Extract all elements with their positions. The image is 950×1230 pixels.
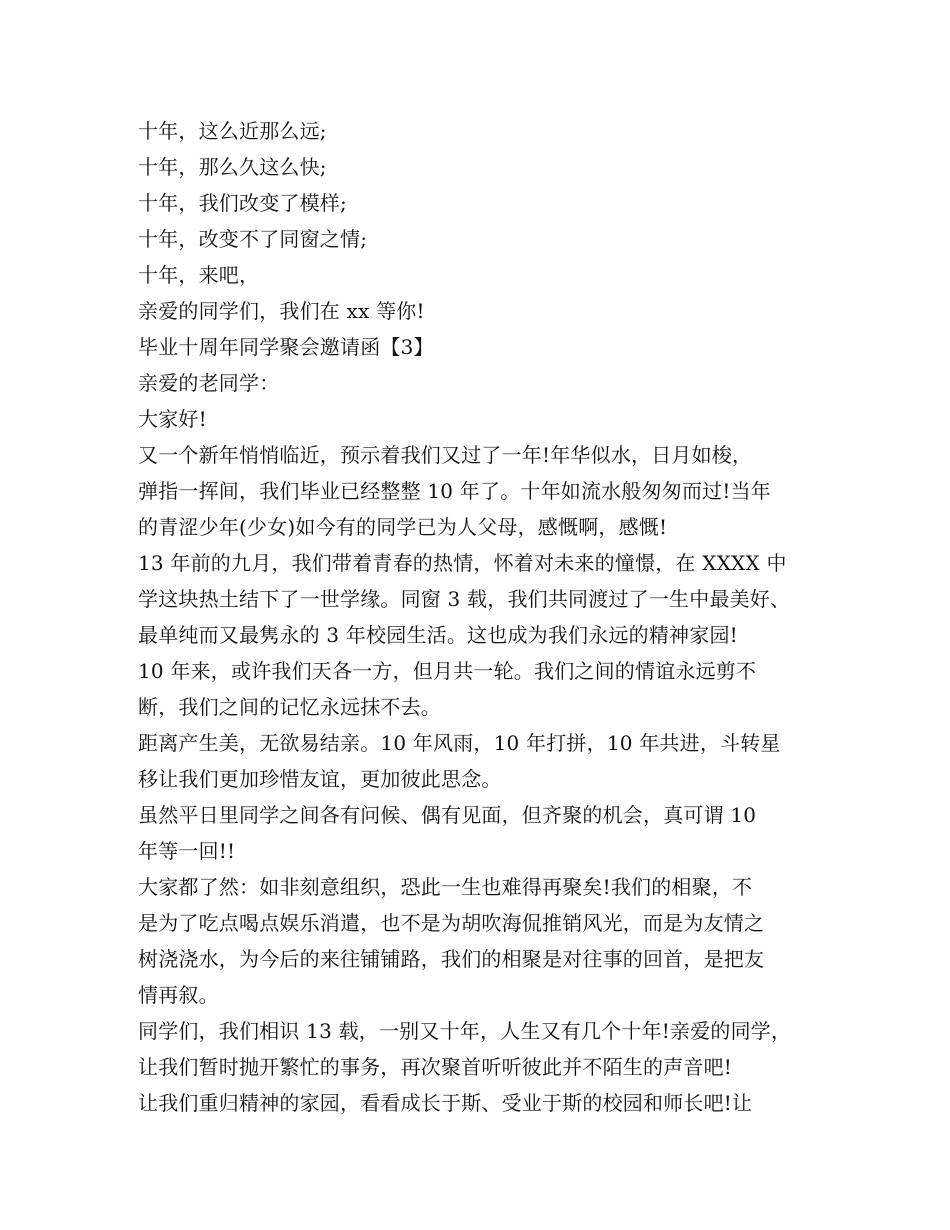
text-line: 最单纯而又最隽永的 3 年校园生活。这也成为我们永远的精神家园!	[138, 623, 738, 647]
text-line: 的青涩少年(少女)如今有的同学已为人父母，感慨啊，感慨!	[138, 515, 668, 539]
text-line: 年等一回!!	[138, 839, 236, 863]
text-line: 让我们暂时抛开繁忙的事务，再次聚首听听彼此并不陌生的声音吧!	[138, 1055, 733, 1079]
text-line: 同学们，我们相识 13 载，一别又十年，人生又有几个十年!亲爱的同学，	[138, 1019, 792, 1043]
text-line: 情再叙。	[138, 983, 219, 1007]
text-line: 13 年前的九月，我们带着青春的热情，怀着对未来的憧憬，在 XXXX 中	[138, 551, 787, 575]
text-line: 10 年来，或许我们天各一方，但月共一轮。我们之间的情谊永远剪不	[138, 659, 757, 683]
text-line: 移让我们更加珍惜友谊，更加彼此思念。	[138, 767, 502, 791]
document-page	[138, 113, 828, 1121]
text-line: 距离产生美，无欲易结亲。10 年风雨，10 年打拼，10 年共进，斗转星	[138, 731, 781, 755]
text-line: 断，我们之间的记忆永远抹不去。	[138, 695, 441, 719]
text-line: 十年，我们改变了模样;	[138, 191, 347, 215]
text-line: 虽然平日里同学之间各有问候、偶有见面，但齐聚的机会，真可谓 10	[138, 803, 757, 827]
text-line: 十年，来吧，	[138, 263, 260, 287]
text-line: 大家都了然：如非刻意组织，恐此一生也难得再聚矣!我们的相聚，不	[138, 875, 753, 899]
text-line: 亲爱的同学们，我们在 xx 等你!	[138, 299, 425, 323]
section-heading: 毕业十周年同学聚会邀请函【3】	[138, 335, 434, 359]
text-line: 十年，那么久这么快;	[138, 155, 327, 179]
text-line: 弹指一挥间，我们毕业已经整整 10 年了。十年如流水般匆匆而过!当年	[138, 479, 772, 503]
greeting: 大家好!	[138, 407, 207, 431]
text-line: 十年，这么近那么远;	[138, 119, 327, 143]
text-line: 树浇浇水，为今后的来往铺铺路，我们的相聚是对往事的回首，是把友	[138, 947, 765, 971]
text-line: 是为了吃点喝点娱乐消遣，也不是为胡吹海侃推销风光，而是为友情之	[138, 911, 765, 935]
text-line: 又一个新年悄悄临近，预示着我们又过了一年!年华似水，日月如梭，	[138, 443, 753, 467]
text-line: 让我们重归精神的家园，看看成长于斯、受业于斯的校园和师长吧!让	[138, 1091, 753, 1115]
salutation: 亲爱的老同学：	[138, 371, 280, 395]
text-line: 十年，改变不了同窗之情;	[138, 227, 368, 251]
text-line: 学这块热土结下了一世学缘。同窗 3 载，我们共同渡过了一生中最美好、	[138, 587, 791, 611]
